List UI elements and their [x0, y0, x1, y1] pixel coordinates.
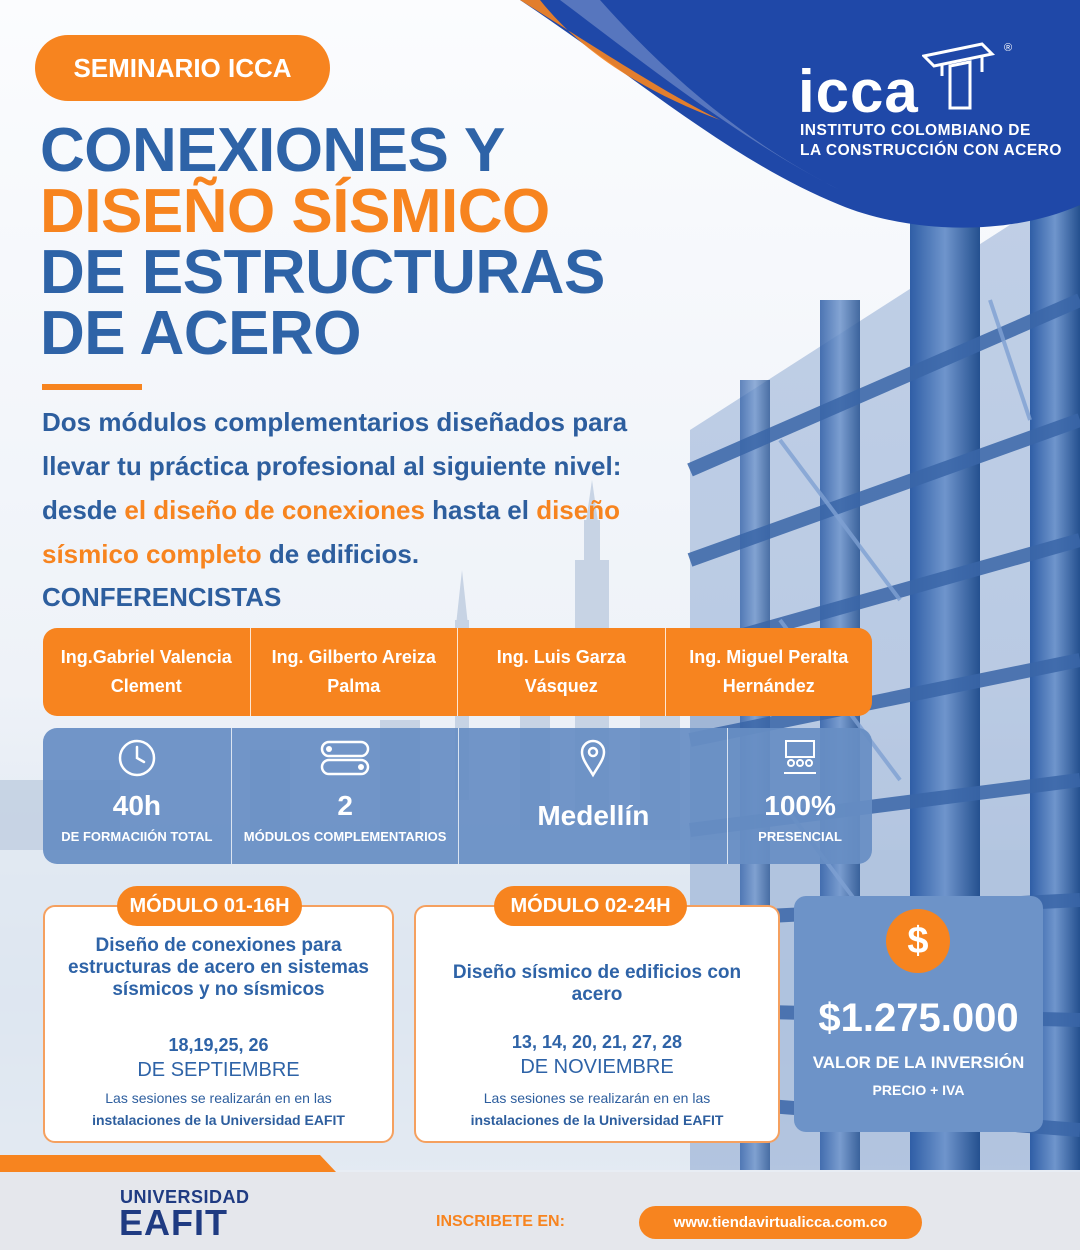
stat-hours-label: DE FORMACIIÓN TOTAL [61, 829, 213, 844]
module-1-title: Diseño de conexiones para estructuras de acero en sistemas sísmicos y no sísmicos [68, 935, 369, 1000]
headline-line3: DE ESTRUCTURAS [40, 238, 605, 307]
stats-panel [43, 728, 872, 864]
module-2-note [426, 1087, 768, 1131]
price-amount: $1.275.000 [818, 996, 1019, 1040]
speaker-4-surname: Hernández [722, 676, 815, 696]
module-1-tag: MÓDULO 01-16H [117, 886, 302, 926]
clock-icon [117, 738, 157, 778]
eafit-logo-line1: UNIVERSIDAD [120, 1187, 250, 1207]
intro-text-2: hasta el [424, 495, 537, 525]
speaker-3-name: Ing. Luis Garza [496, 647, 626, 667]
intro-highlight-1: el diseño de conexiones [124, 495, 425, 525]
module-1-note-line1: Las sesiones se realizarán en en las [105, 1090, 332, 1106]
headline-divider [42, 384, 142, 390]
module-2-card [414, 905, 780, 1143]
stat-presential [727, 728, 872, 864]
seminar-badge: SEMINARIO ICCA [35, 35, 330, 101]
stat-modules [231, 728, 459, 864]
module-1-month: DE SEPTIEMBRE [137, 1059, 300, 1081]
eafit-logo-line2: EAFIT [119, 1202, 228, 1243]
headline-line4: DE ACERO [40, 299, 361, 368]
stat-hours-value: 40h [112, 790, 161, 821]
speaker-2-surname: Palma [327, 676, 381, 696]
intro-highlight-2: diseño sísmico completo [42, 495, 620, 569]
headline-line2: DISEÑO SÍSMICO [40, 177, 550, 246]
module-2-dates: 13, 14, 20, 21, 27, 28 [511, 1032, 683, 1052]
speaker-4 [665, 628, 873, 716]
speaker-4-name: Ing. Miguel Peralta [689, 647, 849, 667]
module-2-tag: MÓDULO 02-24H [494, 886, 687, 926]
speaker-2-name: Ing. Gilberto Areiza [271, 647, 436, 667]
headline-line1: CONEXIONES Y [40, 116, 505, 185]
icca-subtitle-line1: INSTITUTO COLOMBIANO DE [800, 122, 1031, 139]
speaker-3 [457, 628, 665, 716]
steel-beam-logo-icon [922, 42, 1002, 112]
classroom-icon [780, 738, 820, 778]
location-pin-icon [578, 738, 608, 778]
module-1-note [55, 1087, 382, 1131]
speakers-title: CONFERENCISTAS [42, 582, 282, 612]
registration-link[interactable]: www.tiendavirtualicca.com.co [639, 1206, 922, 1239]
stat-presential-value: 100% [764, 790, 836, 821]
stat-modules-label: MÓDULOS COMPLEMENTARIOS [243, 829, 447, 844]
price-note: PRECIO + IVA [872, 1082, 965, 1098]
module-1-note-line2: instalaciones de la Universidad EAFIT [92, 1112, 345, 1128]
intro-text-3: de edificios. [261, 539, 420, 569]
stat-modules-value: 2 [337, 790, 353, 821]
modules-icon [319, 738, 371, 778]
inscribe-label: INSCRIBETE EN: [436, 1213, 565, 1230]
module-2-note-line2: instalaciones de la Universidad EAFIT [470, 1112, 724, 1128]
module-2-note-line1: Las sesiones se realizarán en en las [483, 1090, 711, 1106]
module-1-dates: 18,19,25, 26 [168, 1035, 269, 1055]
module-2-title: Diseño sísmico de edificios con acero [452, 962, 742, 1005]
speakers-bar [43, 628, 872, 716]
icca-logo-wordmark: icca [798, 58, 919, 125]
intro-text-1: Dos módulos complementarios diseñados para llevar tu práctica profesional al siguiente nivel: desde [42, 407, 628, 525]
stat-hours [43, 728, 231, 864]
bottom-accent [0, 1155, 336, 1172]
stat-presential-label: PRESENCIAL [758, 829, 842, 844]
stat-location-value: Medellín [537, 800, 650, 831]
intro-paragraph [42, 400, 702, 576]
speaker-3-surname: Vásquez [524, 676, 598, 696]
speaker-1 [43, 628, 250, 716]
price-card [794, 896, 1043, 1132]
icca-logo-subtitle [800, 121, 1062, 161]
module-1-card [43, 905, 394, 1143]
icca-subtitle-line2: LA CONSTRUCCIÓN CON ACERO [800, 142, 1062, 159]
price-label: VALOR DE LA INVERSIÓN [812, 1053, 1025, 1072]
headline [40, 116, 605, 368]
speaker-1-name: Ing.Gabriel Valencia [60, 647, 232, 667]
speaker-2 [250, 628, 458, 716]
dollar-icon: $ [886, 909, 950, 973]
speaker-1-surname: Clement [110, 676, 182, 696]
module-2-month: DE NOVIEMBRE [520, 1056, 674, 1078]
stat-location [458, 728, 727, 864]
registered-mark: ® [1004, 42, 1013, 54]
